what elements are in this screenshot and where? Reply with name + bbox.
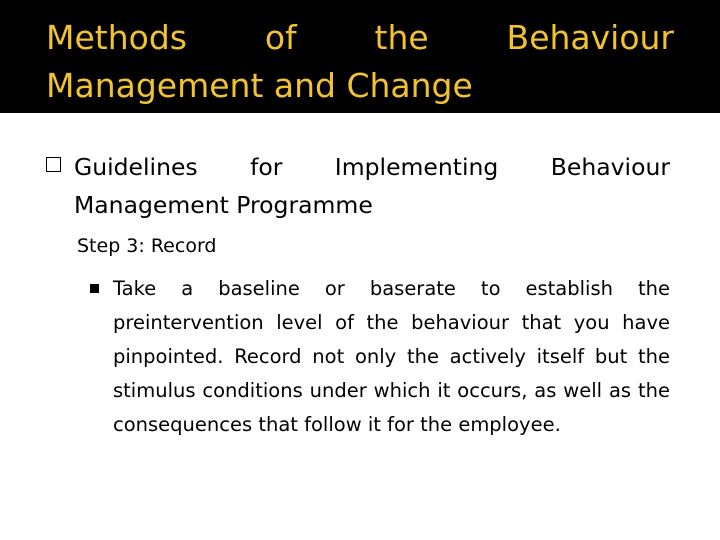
step-heading: Step 3: Record bbox=[77, 235, 217, 257]
filled-square-bullet-icon bbox=[90, 284, 99, 293]
empty-square-bullet-icon bbox=[46, 157, 61, 172]
bullet-text: Guidelines for Implementing Behaviour Management Programme bbox=[74, 153, 670, 219]
slide-title: Methods of the Behaviour Management and Change bbox=[46, 18, 674, 105]
title-band bbox=[0, 0, 720, 113]
sub-bullet-text: Take a baseline or baserate to establish the preintervention level of the behaviour that you have pinpointed. Record not only the actively itself but the stimulus conditions under which it occurs, as well as the consequences that follow it for the employee. bbox=[113, 277, 670, 436]
